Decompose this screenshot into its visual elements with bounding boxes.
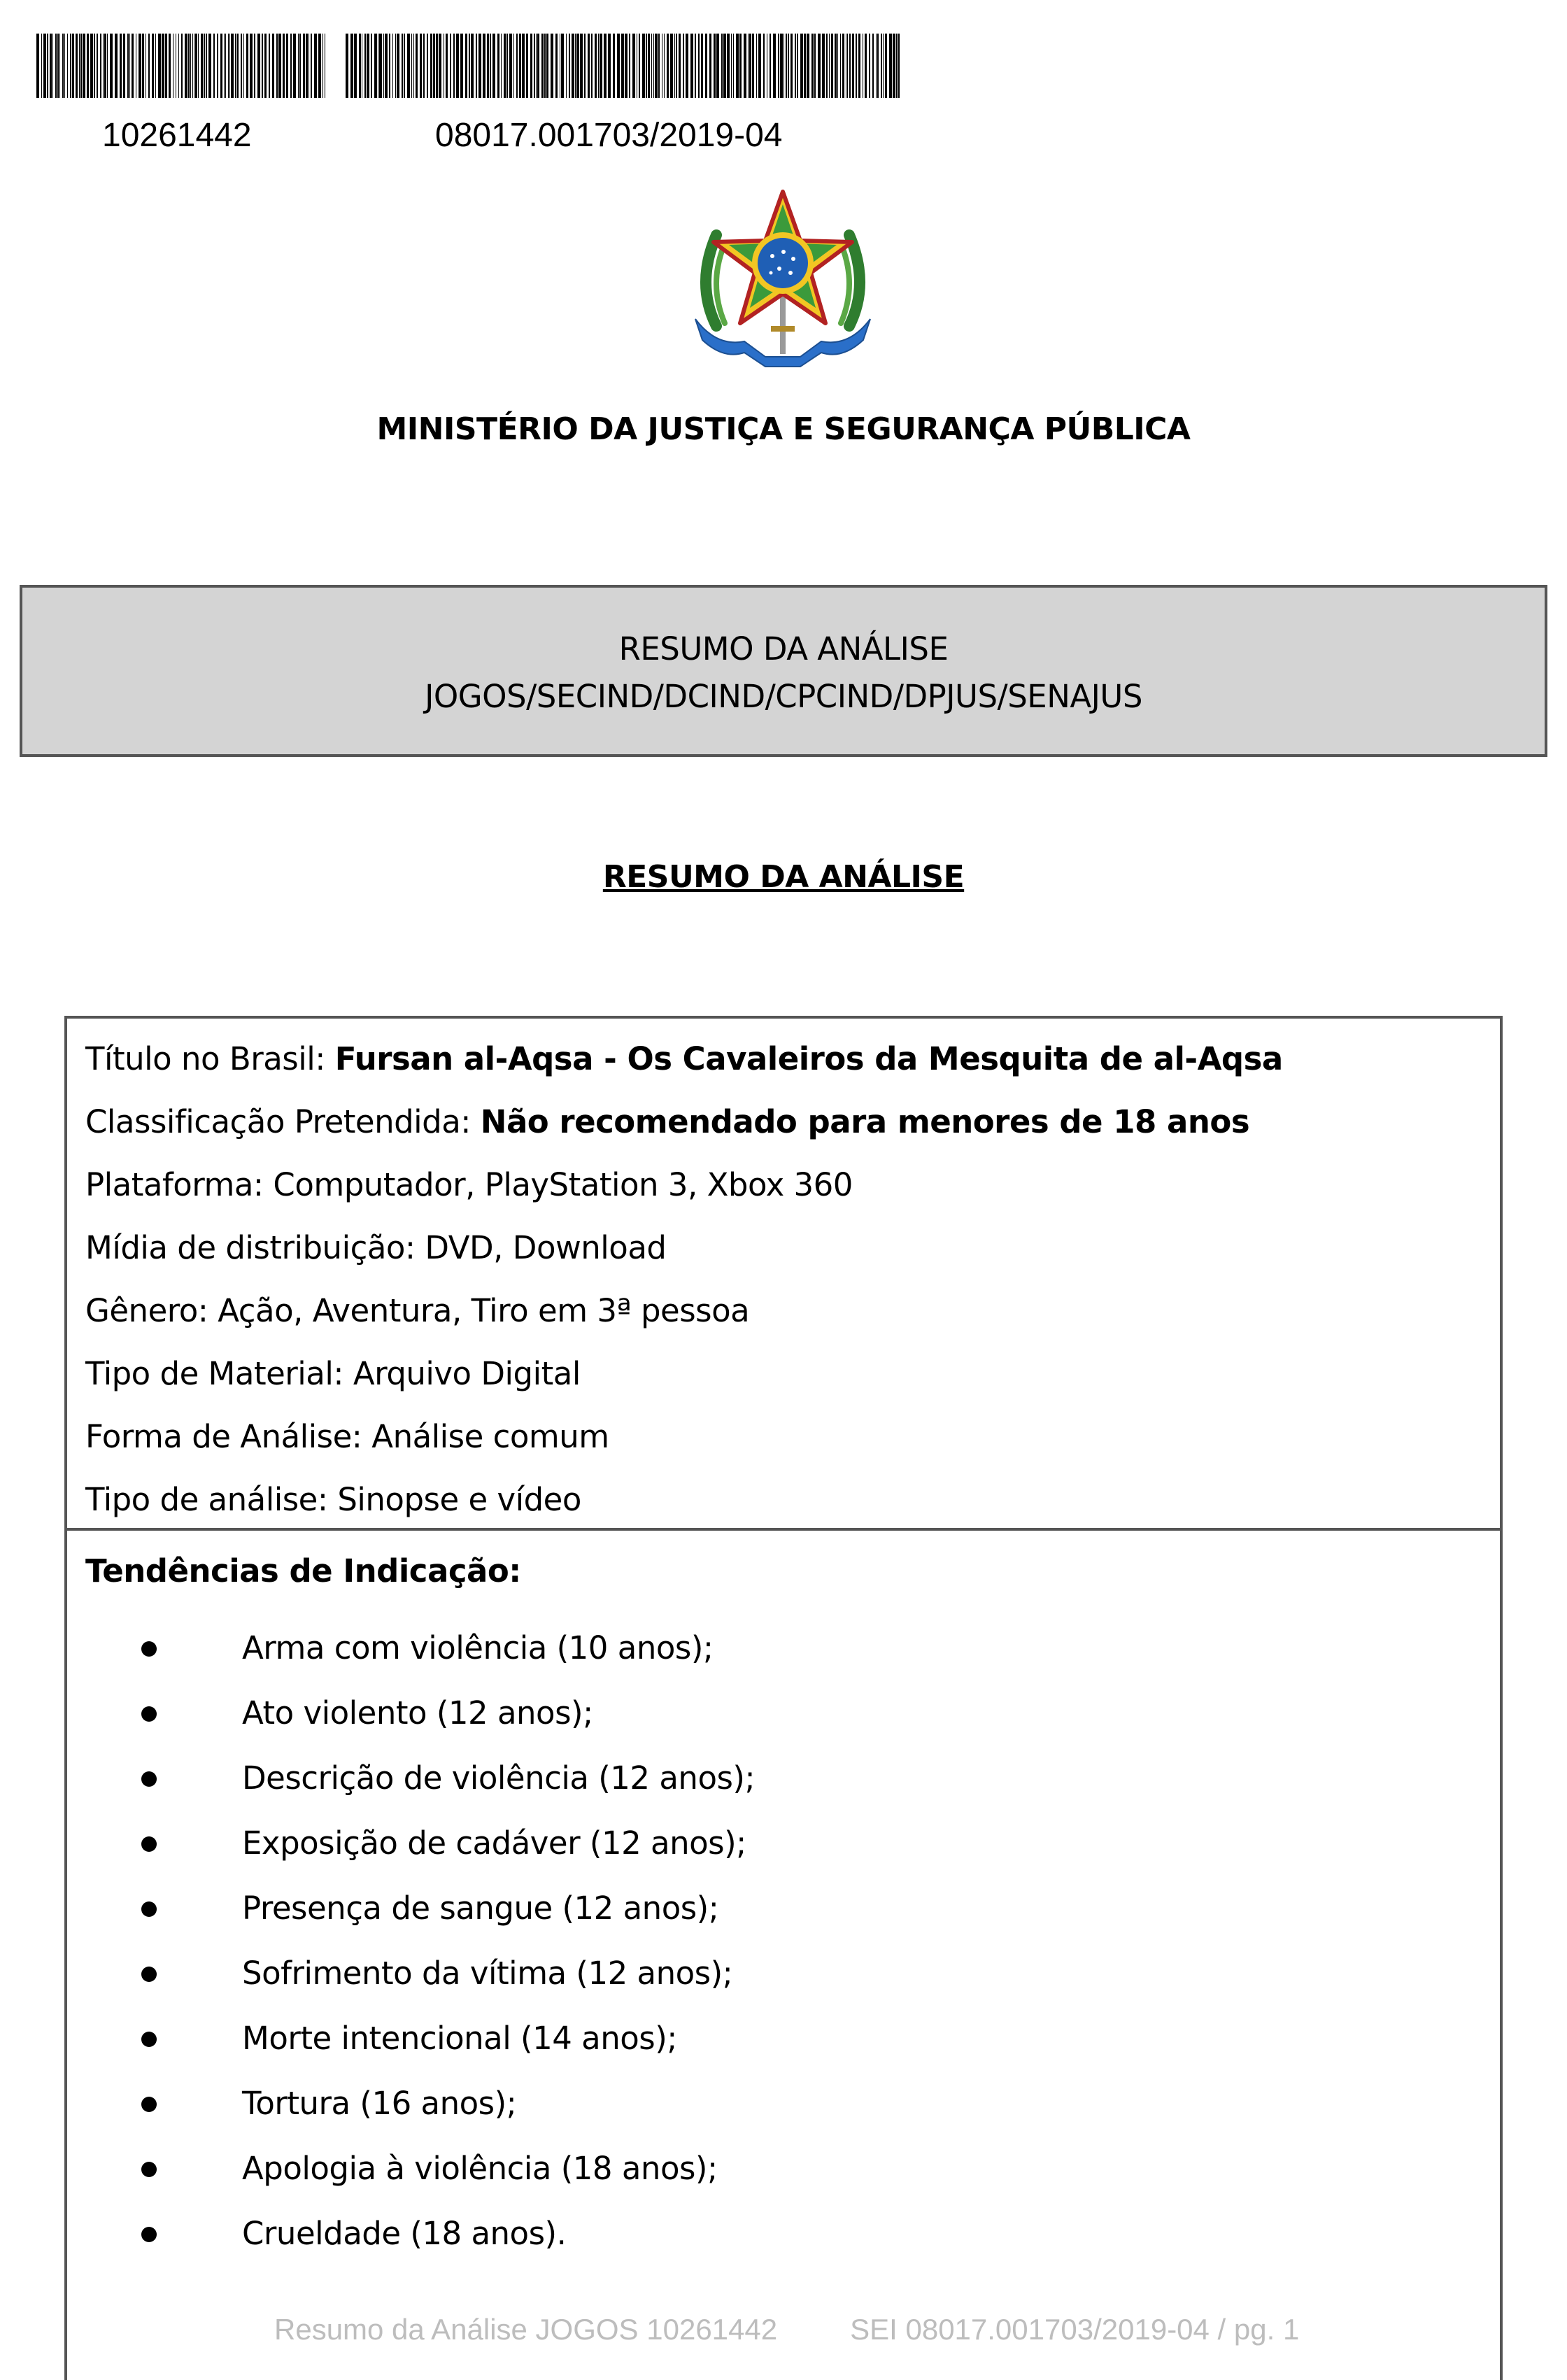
header-box bbox=[20, 585, 1547, 757]
tendency-text: Tortura (16 anos); bbox=[242, 2085, 517, 2122]
info-label: Tipo de análise: bbox=[85, 1481, 338, 1518]
tendency-text: Arma com violência (10 anos); bbox=[242, 1629, 714, 1666]
tendencias-section bbox=[67, 1531, 1500, 2274]
list-item bbox=[85, 2078, 1500, 2144]
info-value: Fursan al-Aqsa - Os Cavaleiros da Mesquita de al-Aqsa bbox=[334, 1040, 1283, 1077]
info-value: Computador, PlayStation 3, Xbox 360 bbox=[273, 1166, 853, 1203]
bullet-icon bbox=[141, 2162, 157, 2177]
info-label: Gênero: bbox=[85, 1292, 218, 1329]
bullet-icon bbox=[141, 2227, 157, 2242]
tendency-text: Ato violento (12 anos); bbox=[242, 1694, 593, 1731]
tendency-text: Descrição de violência (12 anos); bbox=[242, 1759, 756, 1797]
info-section bbox=[67, 1019, 1500, 1531]
footer-doc-label: Resumo da Análise JOGOS 10261442 bbox=[274, 2313, 778, 2346]
list-item bbox=[85, 1753, 1500, 1818]
info-row-titulo bbox=[85, 1034, 1500, 1097]
tendency-list bbox=[85, 1623, 1500, 2274]
list-item bbox=[85, 1688, 1500, 1753]
header-department: JOGOS/SECIND/DCIND/CPCIND/DPJUS/SENAJUS bbox=[425, 678, 1142, 715]
info-value: Análise comum bbox=[371, 1418, 609, 1455]
header-title: RESUMO DA ANÁLISE bbox=[618, 630, 949, 667]
tendency-text: Apologia à violência (18 anos); bbox=[242, 2150, 718, 2187]
list-item bbox=[85, 1623, 1500, 1688]
bullet-icon bbox=[141, 1836, 157, 1852]
barcode-icon bbox=[36, 34, 326, 98]
info-value: Ação, Aventura, Tiro em 3ª pessoa bbox=[218, 1292, 750, 1329]
footer-page-label: SEI 08017.001703/2019-04 / pg. 1 bbox=[850, 2313, 1300, 2346]
info-value: Não recomendado para menores de 18 anos bbox=[480, 1103, 1250, 1140]
tendency-text: Exposição de cadáver (12 anos); bbox=[242, 1825, 746, 1862]
page-footer bbox=[274, 2310, 1299, 2349]
info-value: Sinopse e vídeo bbox=[337, 1481, 581, 1518]
tendency-text: Presença de sangue (12 anos); bbox=[242, 1890, 719, 1927]
info-label: Classificação Pretendida: bbox=[85, 1103, 481, 1140]
info-label: Tipo de Material: bbox=[85, 1355, 353, 1392]
info-row-midia bbox=[85, 1223, 1500, 1286]
tendencias-title: Tendências de Indicação: bbox=[85, 1552, 521, 1589]
tendency-text: Morte intencional (14 anos); bbox=[242, 2020, 677, 2057]
bullet-icon bbox=[141, 2032, 157, 2047]
info-label: Forma de Análise: bbox=[85, 1418, 372, 1455]
info-row-genero bbox=[85, 1286, 1500, 1349]
info-row-forma-analise bbox=[85, 1412, 1500, 1475]
document-id: 10261442 bbox=[102, 117, 252, 154]
info-row-tipo-material bbox=[85, 1349, 1500, 1412]
brazil-coat-of-arms-icon bbox=[688, 186, 877, 376]
process-number: 08017.001703/2019-04 bbox=[435, 117, 783, 154]
info-row-tipo-analise bbox=[85, 1475, 1500, 1538]
tendency-text: Sofrimento da vítima (12 anos); bbox=[242, 1955, 733, 1992]
info-label: Mídia de distribuição: bbox=[85, 1229, 425, 1266]
barcode-icon bbox=[346, 34, 900, 98]
list-item bbox=[85, 1818, 1500, 1883]
list-item bbox=[85, 2144, 1500, 2209]
section-title: RESUMO DA ANÁLISE bbox=[602, 859, 965, 895]
bullet-icon bbox=[141, 1706, 157, 1722]
bullet-icon bbox=[141, 1641, 157, 1657]
info-value: DVD, Download bbox=[425, 1229, 667, 1266]
info-label: Plataforma: bbox=[85, 1166, 274, 1203]
info-row-classificacao bbox=[85, 1097, 1500, 1160]
list-item bbox=[85, 1883, 1500, 1948]
list-item bbox=[85, 1948, 1500, 2013]
list-item bbox=[85, 2209, 1500, 2274]
analysis-summary-table bbox=[64, 1016, 1503, 2380]
tendency-text: Crueldade (18 anos). bbox=[242, 2215, 567, 2252]
bullet-icon bbox=[141, 2097, 157, 2112]
list-item bbox=[85, 2013, 1500, 2078]
info-value: Arquivo Digital bbox=[353, 1355, 581, 1392]
bullet-icon bbox=[141, 1901, 157, 1917]
info-row-plataforma bbox=[85, 1160, 1500, 1223]
ministry-title: MINISTÉRIO DA JUSTIÇA E SEGURANÇA PÚBLICA bbox=[376, 411, 1191, 447]
bullet-icon bbox=[141, 1771, 157, 1787]
bullet-icon bbox=[141, 1967, 157, 1982]
info-label: Título no Brasil: bbox=[85, 1040, 335, 1077]
